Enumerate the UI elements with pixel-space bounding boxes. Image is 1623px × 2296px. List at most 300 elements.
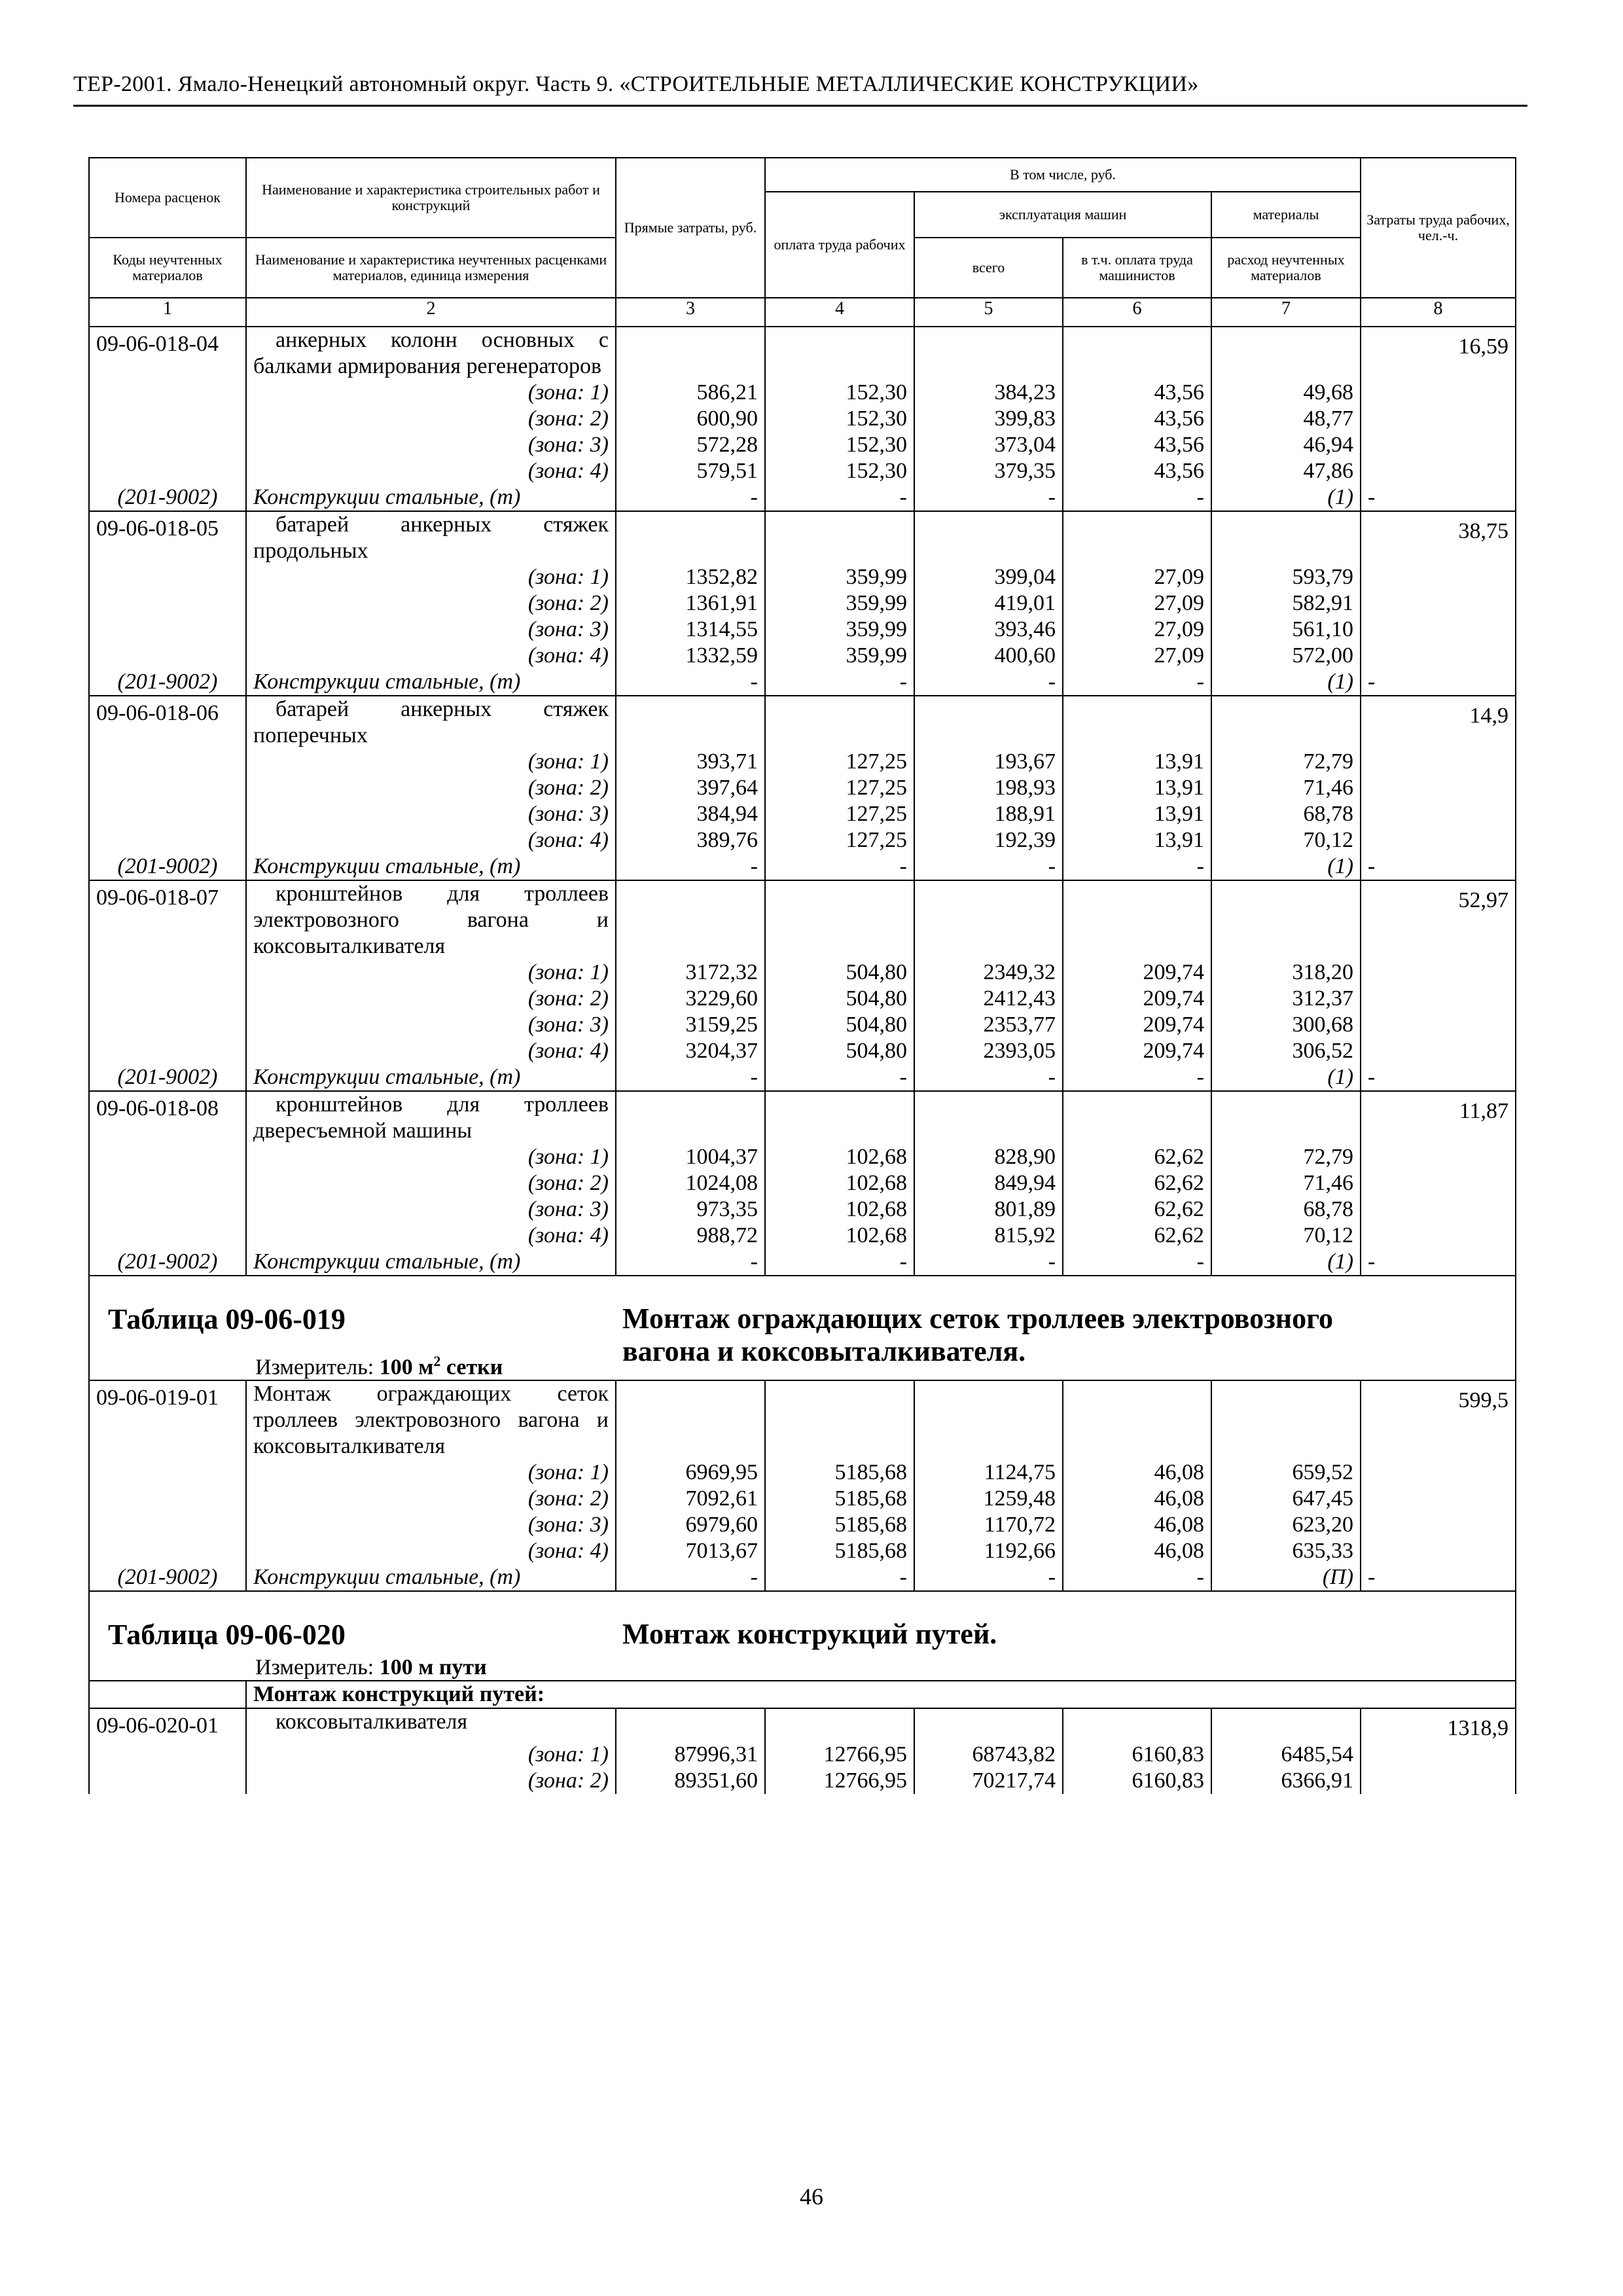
item-title-row [89,1091,1516,1144]
zone-value: 397,64 [616,775,765,801]
material-row [89,1564,1516,1591]
dash-value: - [765,484,914,511]
zone-value: 5185,68 [765,1486,914,1512]
zone-value: 209,74 [1063,1038,1211,1064]
head-materials: материалы [1211,192,1361,238]
zone-value: 1314,55 [616,617,765,643]
labor-cost: 1318,9 [1361,1708,1516,1742]
empty-cell [914,1380,1063,1460]
dash-value: - [765,1064,914,1091]
zone-value: 647,45 [1211,1486,1361,1512]
item-title-row [89,880,1516,960]
zone-value: 1361,91 [616,590,765,617]
empty-cell [765,1708,914,1742]
zone-value: 988,72 [616,1223,765,1249]
zone-label: (зона: 1) [246,960,616,986]
head-col2a: Наименование и характеристика строительных работ и конструкций [246,158,616,238]
empty-cell [616,696,765,749]
zone-row [89,775,1516,801]
colnum: 1 [89,298,246,327]
empty-cell [89,458,246,484]
empty-cell [1361,564,1516,590]
zone-value: 973,35 [616,1196,765,1223]
zone-value: 43,56 [1063,380,1211,406]
item-title-row [89,327,1516,380]
table-name: Таблица 09-06-020 [108,1619,346,1651]
dash-value: - [1361,1564,1516,1591]
empty-cell [89,564,246,590]
empty-cell [914,696,1063,749]
empty-cell [914,511,1063,564]
zone-value: 1192,66 [914,1538,1063,1564]
dash-value: - [616,1564,765,1591]
dash-value: - [1063,669,1211,696]
zone-value: 68743,82 [914,1742,1063,1768]
empty-cell [1211,880,1361,960]
zone-label: (зона: 1) [246,1460,616,1486]
dash-value: - [1063,484,1211,511]
labor-cost: 599,5 [1361,1380,1516,1460]
zone-value: 849,94 [914,1170,1063,1196]
zone-value: 306,52 [1211,1038,1361,1064]
empty-cell [89,432,246,458]
table-title: Монтаж ограждающих сеток троллеев электровозного вагона и коксовыталкивателя. [622,1302,1333,1367]
zone-label: (зона: 2) [246,406,616,432]
zone-value: 127,25 [765,775,914,801]
empty-cell [765,1380,914,1460]
colnum: 3 [616,298,765,327]
header-rule [73,105,1527,107]
zone-value: 13,91 [1063,801,1211,827]
zone-row [89,1196,1516,1223]
rate-code: 09-06-018-06 [89,696,246,749]
empty-cell [1361,986,1516,1012]
empty-cell [616,1091,765,1144]
empty-cell [89,801,246,827]
empty-cell [765,696,914,749]
column-numbers-row [89,298,1516,327]
zone-row [89,960,1516,986]
dash-value: - [616,853,765,880]
zone-value: 393,46 [914,617,1063,643]
zone-value: 6979,60 [616,1512,765,1538]
zone-label: (зона: 2) [246,775,616,801]
empty-cell [1211,1708,1361,1742]
zone-value: 209,74 [1063,960,1211,986]
zone-label: (зона: 2) [246,986,616,1012]
empty-cell [1361,1538,1516,1564]
zone-value: 815,92 [914,1223,1063,1249]
empty-cell [1063,1091,1211,1144]
rate-code: 09-06-018-07 [89,880,246,960]
zone-value: 102,68 [765,1196,914,1223]
measure-sup: 2 [433,1353,441,1369]
zone-value: 572,00 [1211,643,1361,669]
zone-value: 152,30 [765,458,914,484]
zone-value: 828,90 [914,1144,1063,1170]
zone-row [89,1460,1516,1486]
zone-value: 801,89 [914,1196,1063,1223]
zone-value: 5185,68 [765,1512,914,1538]
table-name-cell [89,1591,616,1681]
table-title-cell [616,1591,1516,1681]
zone-label: (зона: 4) [246,1223,616,1249]
empty-cell [89,1486,246,1512]
zone-value: 1170,72 [914,1512,1063,1538]
zone-row [89,1012,1516,1038]
zone-value: 7013,67 [616,1538,765,1564]
material-row [89,1249,1516,1276]
zone-label: (зона: 2) [246,590,616,617]
dash-value: - [1361,1064,1516,1091]
zone-value: 27,09 [1063,643,1211,669]
zone-value: 72,79 [1211,1144,1361,1170]
zone-value: 5185,68 [765,1460,914,1486]
item-title-row [89,1380,1516,1460]
dash-value: - [765,669,914,696]
zone-value: 46,08 [1063,1538,1211,1564]
empty-cell [89,380,246,406]
zone-label: (зона: 3) [246,801,616,827]
zone-value: 359,99 [765,643,914,669]
zone-value: 6969,95 [616,1460,765,1486]
empty-cell [89,643,246,669]
material-code: (201-9002) [89,484,246,511]
empty-cell [765,880,914,960]
zone-label: (зона: 4) [246,827,616,853]
zone-value: 1024,08 [616,1170,765,1196]
zone-value: 318,20 [1211,960,1361,986]
zone-value: 2353,77 [914,1012,1063,1038]
dash-value: - [1361,853,1516,880]
zone-value: 46,08 [1063,1460,1211,1486]
zone-value: 1004,37 [616,1144,765,1170]
zone-label: (зона: 1) [246,380,616,406]
zone-value: 600,90 [616,406,765,432]
zone-value: 504,80 [765,1012,914,1038]
empty-cell [1361,1223,1516,1249]
empty-cell [1361,1742,1516,1768]
zone-row [89,458,1516,484]
zone-value: 70,12 [1211,1223,1361,1249]
zone-value: 384,23 [914,380,1063,406]
zone-label: (зона: 3) [246,432,616,458]
table-heading-row [89,1591,1516,1681]
zone-value: 384,94 [616,801,765,827]
empty-cell [1361,749,1516,775]
dash-value: - [1361,484,1516,511]
zone-label: (зона: 1) [246,564,616,590]
zone-value: 13,91 [1063,827,1211,853]
empty-cell [89,406,246,432]
zone-value: 300,68 [1211,1012,1361,1038]
item-title: Монтаж ограждающих сеток троллеев электровозного вагона и коксовыталкивателя [246,1380,616,1460]
zone-value: 3204,37 [616,1038,765,1064]
material-row [89,484,1516,511]
rate-code: 09-06-019-01 [89,1380,246,1460]
zone-row [89,801,1516,827]
dash-value: - [616,1064,765,1091]
head-col5: всего [914,238,1063,298]
item-title: кронштейнов для троллеев двересъемной машины [246,1091,616,1144]
material-qty: (П) [1211,1564,1361,1591]
zone-value: 43,56 [1063,432,1211,458]
zone-label: (зона: 2) [246,1170,616,1196]
zone-label: (зона: 4) [246,1538,616,1564]
subhead-row [89,1681,1516,1708]
labor-cost: 16,59 [1361,327,1516,380]
zone-row [89,1486,1516,1512]
empty-cell [1063,880,1211,960]
zone-value: 127,25 [765,827,914,853]
zone-value: 43,56 [1063,406,1211,432]
zone-value: 12766,95 [765,1742,914,1768]
empty-cell [1361,432,1516,458]
empty-cell [616,327,765,380]
zone-value: 102,68 [765,1170,914,1196]
zone-value: 6366,91 [1211,1768,1361,1794]
zone-value: 193,67 [914,749,1063,775]
dash-value: - [1063,853,1211,880]
material-row [89,1064,1516,1091]
material-name: Конструкции стальные, (т) [246,853,616,880]
head-col3: Прямые затраты, руб. [616,158,765,298]
labor-cost: 11,87 [1361,1091,1516,1144]
empty-cell [89,590,246,617]
zone-value: 70,12 [1211,827,1361,853]
rate-code: 09-06-020-01 [89,1708,246,1742]
empty-cell [914,327,1063,380]
zone-row [89,827,1516,853]
running-header: ТЕР-2001. Ямало-Ненецкий автономный округ. Часть 9. «СТРОИТЕЛЬНЫЕ МЕТАЛЛИЧЕСКИЕ КОНСТРУКЦИИ» [73,72,1199,96]
zone-value: 582,91 [1211,590,1361,617]
material-qty: (1) [1211,1064,1361,1091]
zone-value: 62,62 [1063,1196,1211,1223]
rate-code: 09-06-018-04 [89,327,246,380]
empty-cell [1361,1768,1516,1794]
measure-label: Измеритель: [255,1355,374,1380]
zone-value: 3229,60 [616,986,765,1012]
zone-row [89,1170,1516,1196]
zone-value: 70217,74 [914,1768,1063,1794]
zone-value: 46,08 [1063,1486,1211,1512]
zone-value: 399,04 [914,564,1063,590]
zone-value: 13,91 [1063,749,1211,775]
zone-value: 572,28 [616,432,765,458]
dash-value: - [1063,1249,1211,1276]
item-title: батарей анкерных стяжек поперечных [246,696,616,749]
zone-row [89,590,1516,617]
empty-cell [1361,380,1516,406]
measure-value: 100 м пути [379,1655,487,1680]
zone-row [89,1223,1516,1249]
empty-cell [89,960,246,986]
empty-cell [1361,617,1516,643]
measure-unit-name: сетки [446,1355,503,1380]
item-title: кронштейнов для троллеев электровозного вагона и коксовыталкивателя [246,880,616,960]
material-row [89,669,1516,696]
zone-value: 27,09 [1063,564,1211,590]
zone-value: 419,01 [914,590,1063,617]
head-col7: расход неучтенных материалов [1211,238,1361,298]
dash-value: - [914,853,1063,880]
empty-cell [1361,590,1516,617]
price-table [88,157,1516,1794]
empty-cell [89,1742,246,1768]
zone-value: 71,46 [1211,775,1361,801]
zone-row [89,1768,1516,1794]
table-name-cell [89,1276,616,1380]
table-heading-row [89,1276,1516,1380]
dash-value: - [914,1064,1063,1091]
zone-row [89,1512,1516,1538]
item-title: коксовыталкивателя [246,1708,616,1742]
zone-value: 46,94 [1211,432,1361,458]
item-title-row [89,511,1516,564]
table-title-cell [616,1276,1516,1380]
empty-cell [616,1708,765,1742]
colnum: 5 [914,298,1063,327]
zone-value: 152,30 [765,406,914,432]
head-incl: В том числе, руб. [765,158,1361,192]
zone-label: (зона: 1) [246,1144,616,1170]
zone-row [89,432,1516,458]
zone-value: 659,52 [1211,1460,1361,1486]
empty-cell [1361,1038,1516,1064]
material-code: (201-9002) [89,1064,246,1091]
zone-value: 635,33 [1211,1538,1361,1564]
zone-value: 561,10 [1211,617,1361,643]
zone-value: 12766,95 [765,1768,914,1794]
material-qty: (1) [1211,853,1361,880]
empty-cell [1361,1012,1516,1038]
zone-label: (зона: 4) [246,1038,616,1064]
material-code: (201-9002) [89,853,246,880]
empty-cell [616,880,765,960]
labor-cost: 14,9 [1361,696,1516,749]
zone-value: 373,04 [914,432,1063,458]
material-qty: (1) [1211,669,1361,696]
zone-value: 48,77 [1211,406,1361,432]
zone-value: 7092,61 [616,1486,765,1512]
zone-row [89,406,1516,432]
zone-row [89,380,1516,406]
zone-row [89,564,1516,590]
zone-label: (зона: 4) [246,458,616,484]
empty-cell [89,1170,246,1196]
zone-value: 579,51 [616,458,765,484]
rate-code: 09-06-018-08 [89,1091,246,1144]
zone-value: 209,74 [1063,986,1211,1012]
zone-value: 359,99 [765,564,914,590]
material-code: (201-9002) [89,669,246,696]
empty-cell [89,749,246,775]
zone-label: (зона: 3) [246,617,616,643]
zone-value: 6160,83 [1063,1742,1211,1768]
empty-cell [1063,327,1211,380]
empty-cell [914,1091,1063,1144]
rate-code: 09-06-018-05 [89,511,246,564]
zone-value: 27,09 [1063,590,1211,617]
zone-value: 43,56 [1063,458,1211,484]
empty-cell [89,1460,246,1486]
dash-value: - [616,484,765,511]
zone-value: 5185,68 [765,1538,914,1564]
material-qty: (1) [1211,1249,1361,1276]
empty-cell [914,880,1063,960]
head-col6: в т.ч. оплата труда машинистов [1063,238,1211,298]
zone-value: 102,68 [765,1144,914,1170]
zone-label: (зона: 3) [246,1196,616,1223]
empty-cell [1361,1486,1516,1512]
zone-label: (зона: 1) [246,1742,616,1768]
empty-cell [765,327,914,380]
empty-cell [1063,1708,1211,1742]
zone-value: 400,60 [914,643,1063,669]
labor-cost: 38,75 [1361,511,1516,564]
colnum: 6 [1063,298,1211,327]
dash-value: - [914,1249,1063,1276]
item-title: анкерных колонн основных с балками армирования регенераторов [246,327,616,380]
dash-value: - [765,1564,914,1591]
zone-value: 504,80 [765,986,914,1012]
dash-value: - [914,669,1063,696]
zone-label: (зона: 2) [246,1768,616,1794]
zone-label: (зона: 1) [246,749,616,775]
empty-cell [89,617,246,643]
table-title: Монтаж конструкций путей. [622,1618,997,1651]
zone-value: 593,79 [1211,564,1361,590]
empty-cell [1361,775,1516,801]
empty-cell [1361,458,1516,484]
dash-value: - [616,1249,765,1276]
empty-cell [89,1538,246,1564]
head-col1b: Коды неучтенных материалов [89,238,246,298]
zone-value: 312,37 [1211,986,1361,1012]
head-col4: оплата труда рабочих [765,192,914,298]
empty-cell [89,775,246,801]
zone-value: 399,83 [914,406,1063,432]
zone-value: 586,21 [616,380,765,406]
zone-value: 1352,82 [616,564,765,590]
zone-value: 2393,05 [914,1038,1063,1064]
empty-cell [1211,1380,1361,1460]
measure-value: 100 м [379,1355,434,1380]
empty-cell [616,511,765,564]
measure-unit [108,1353,609,1380]
labor-cost: 52,97 [1361,880,1516,960]
item-title-row [89,1708,1516,1742]
zone-value: 379,35 [914,458,1063,484]
item-title: батарей анкерных стяжек продольных [246,511,616,564]
empty-cell [89,1196,246,1223]
zone-row [89,1144,1516,1170]
zone-row [89,749,1516,775]
empty-cell [1063,1380,1211,1460]
empty-cell [1361,1460,1516,1486]
colnum: 7 [1211,298,1361,327]
empty-cell [89,1681,246,1708]
zone-value: 504,80 [765,960,914,986]
zone-value: 3172,32 [616,960,765,986]
zone-value: 68,78 [1211,1196,1361,1223]
material-name: Конструкции стальные, (т) [246,484,616,511]
head-col2b: Наименование и характеристика неучтенных расценками материалов, единица измерения [246,238,616,298]
head-col8: Затраты труда рабочих, чел.-ч. [1361,158,1516,298]
zone-value: 27,09 [1063,617,1211,643]
empty-cell [1211,1091,1361,1144]
material-code: (201-9002) [89,1564,246,1591]
